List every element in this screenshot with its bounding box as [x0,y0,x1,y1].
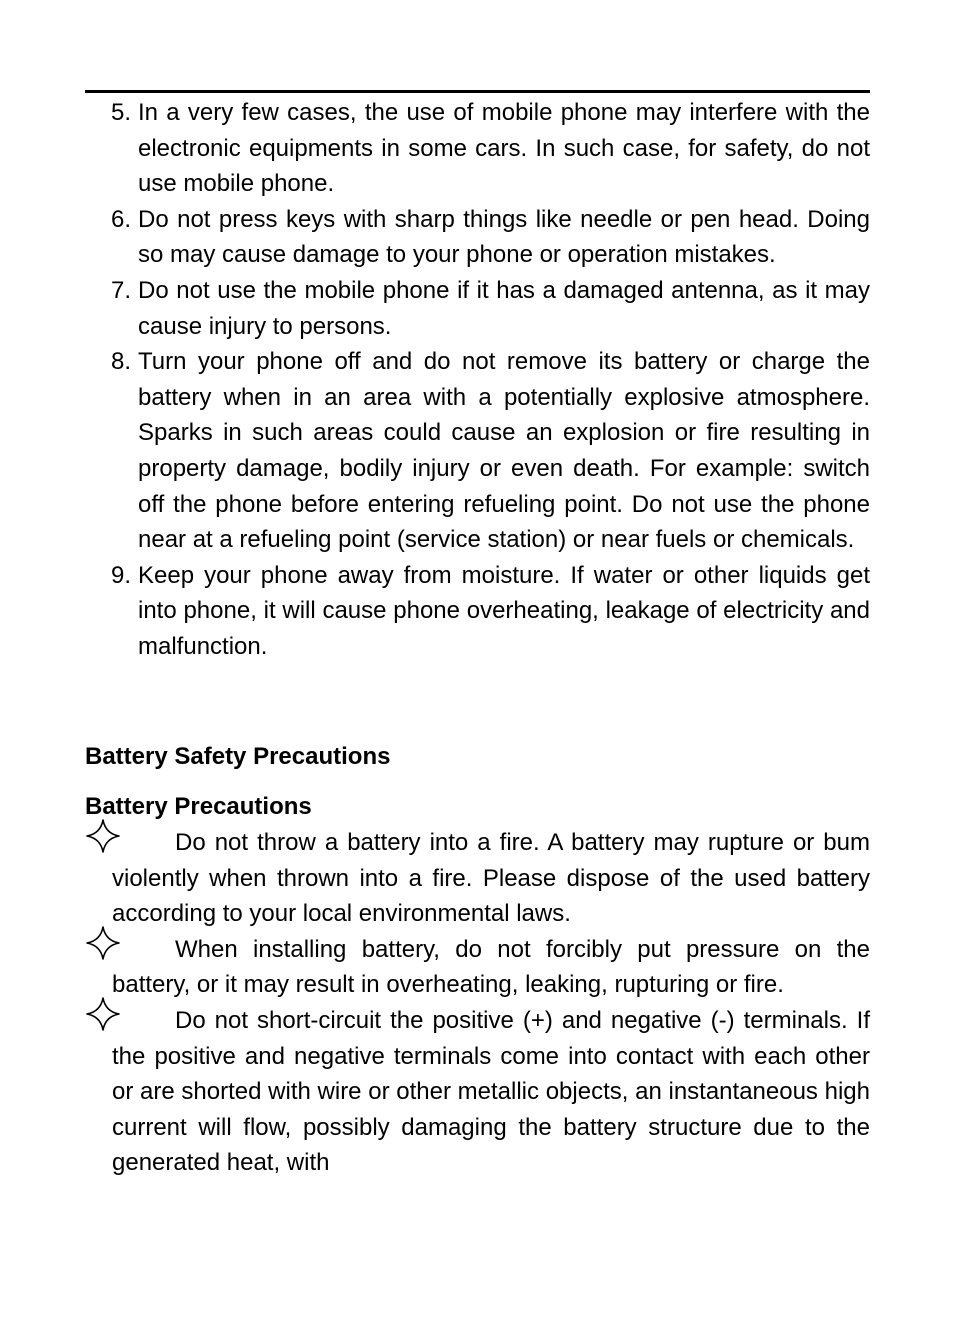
bullet-text: Do not short-circuit the positive (+) and negative (-) terminals. If the positive and negative terminals come into contact with each other or are shorted with wire or other metallic objects, an instantaneous high current will flow, possibly damaging the battery structure due to the generated heat, with [112,1006,870,1177]
list-item-text: In a very few cases, the use of mobile phone may interfere with the electronic equipments in some cars. In such case, for safety, do not use mobile phone. [138,99,870,198]
list-item [85,95,870,202]
four-point-star-icon [85,996,121,1032]
list-item-text: Turn your phone off and do not remove its battery or charge the battery when in an area with a potentially explosive atmosphere. Sparks in such areas could cause an explosion or fire resulting in property damage, bodily injury or even death. For example: switch off the phone before entering refueling point. Do not use the phone near at a refueling point (service station) or near fuels or chemicals. [138,348,870,554]
bullet-text: When installing battery, do not forcibly put pressure on the battery, or it may result in overheating, leaking, rupturing or fire. [112,935,870,999]
four-point-star-icon [85,925,121,961]
list-item-text: Keep your phone away from moisture. If water or other liquids get into phone, it will cause phone overheating, leakage of electricity and malfunction. [138,561,870,660]
list-item [85,344,870,558]
section-title: Battery Safety Precautions [85,743,391,770]
list-item [85,273,870,344]
subsection-title: Battery Precautions [85,793,312,820]
list-item [85,558,870,665]
bullet-item [85,932,870,1003]
bullet-item [85,1003,870,1181]
list-item-text: Do not use the mobile phone if it has a damaged antenna, as it may cause injury to persons. [138,276,870,340]
top-divider [85,90,870,93]
bullet-item [85,825,870,932]
list-item-number: 9. [111,561,132,589]
bullet-list [85,825,870,1181]
list-item-number: 5. [111,99,132,126]
list-item-text: Do not press keys with sharp things like needle or pen head. Doing so may cause damage to your phone or operation mistakes. [138,205,870,269]
list-item-number: 7. [111,276,132,304]
list-item-number: 6. [111,205,132,233]
four-point-star-icon [85,818,121,854]
list-item-number: 8. [111,348,132,376]
numbered-list [85,95,870,665]
list-item [85,202,870,273]
bullet-text: Do not throw a battery into a fire. A battery may rupture or bum violently when thrown into a fire. Please dispose of the used battery according to your local environmental laws. [112,829,870,928]
